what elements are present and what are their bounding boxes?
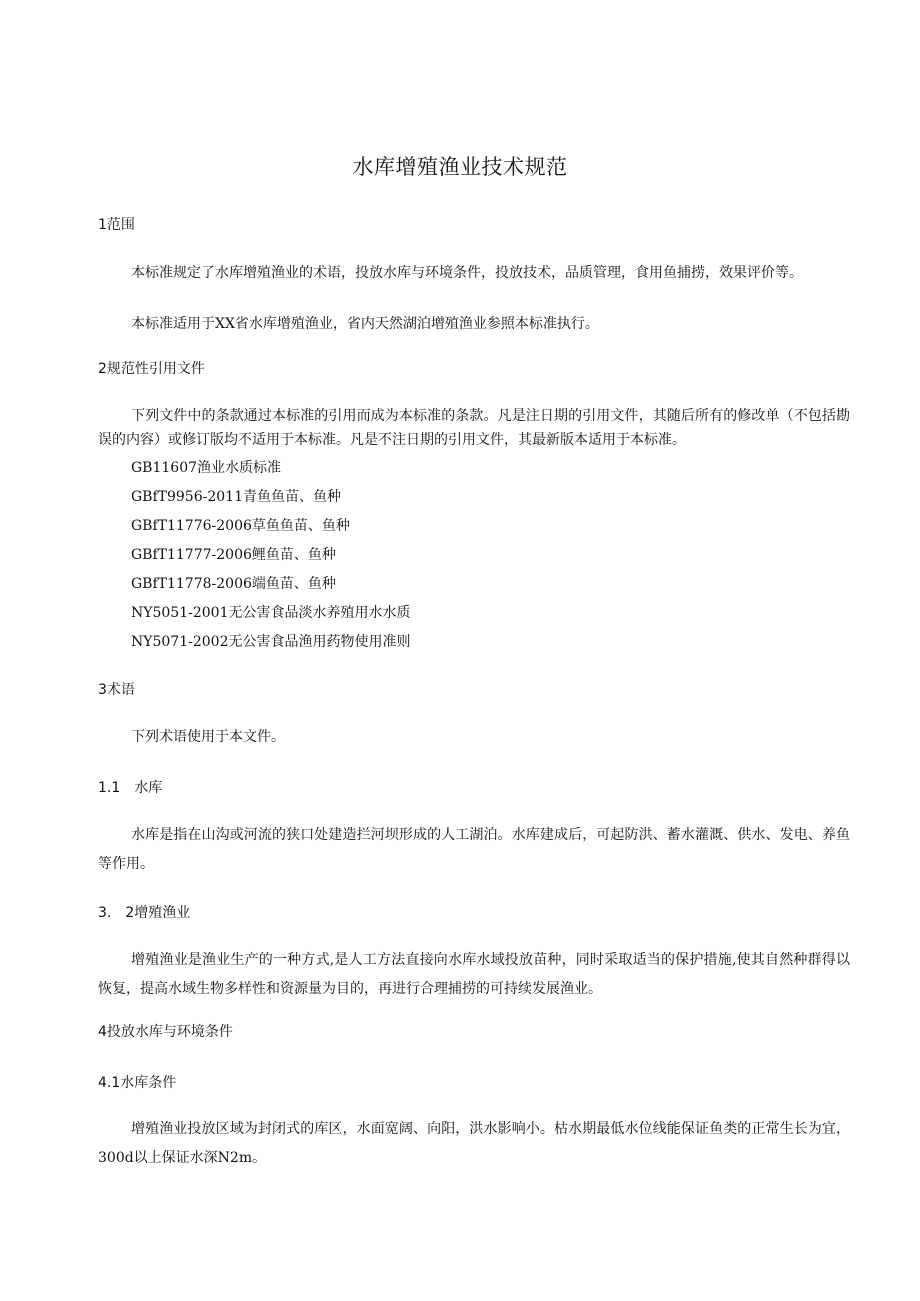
reference-item: GBfT11778-2006端鱼苗、鱼种 [131, 576, 336, 592]
term-heading-enhancement-fishery: 3. 2增殖渔业 [98, 905, 191, 921]
reference-item: GB11607渔业水质标准 [131, 460, 282, 476]
reference-item: GBfT9956-2011青鱼鱼苗、鱼种 [131, 489, 341, 505]
section-heading-terms: 3术语 [98, 682, 135, 698]
section-heading-scope: 1范围 [98, 217, 135, 233]
paragraph-references-intro: 下列文件中的条款通过本标准的引用而成为本标准的条款。凡是注日期的引用文件，其随后所有的修改单（不包括勘误的内容）或修订版均不适用于本标准。凡是不注日期的引用文件，其最新版本适用于本标准。 [98, 408, 850, 448]
reference-item: GBfT11777-2006鲤鱼苗、鱼种 [131, 547, 336, 563]
paragraph-scope-2: 本标准适用于XX省水库增殖渔业，省内天然湖泊增殖渔业参照本标准执行。 [131, 316, 599, 332]
reference-item: GBfT11776-2006草鱼鱼苗、鱼种 [131, 518, 350, 534]
paragraph-term-enhancement-fishery: 增殖渔业是渔业生产的一种方式,是人工方法直接向水库水域投放苗种，同时采取适当的保护措施,使其自然种群得以恢复，提高水域生物多样性和资源量为目的，再进行合理捕捞的可持续发展渔业。 [98, 952, 850, 997]
paragraph-term-reservoir: 水库是指在山沟或河流的狭口处建造拦河坝形成的人工湖泊。水库建成后，可起防洪、蓄水灌溉、供水、发电、养鱼等作用。 [98, 827, 850, 872]
paragraph-scope-1: 本标准规定了水库增殖渔业的术语，投放水库与环境条件，投放技术，品质管理，食用鱼捕捞，效果评价等。 [131, 265, 803, 281]
reference-item: NY5071-2002无公害食品渔用药物使用准则 [131, 634, 411, 650]
section-heading-references: 2规范性引用文件 [98, 361, 205, 377]
term-heading-reservoir: 1.1 水库 [98, 780, 163, 796]
paragraph-terms-intro: 下列术语使用于本文件。 [131, 729, 285, 745]
subsection-heading-reservoir-conditions: 4.1水库条件 [98, 1075, 177, 1091]
document-title: 水库增殖渔业技术规范 [352, 155, 568, 179]
reference-item: NY5051-2001无公害食品淡水养殖用水水质 [131, 605, 411, 621]
section-heading-environment: 4投放水库与环境条件 [98, 1024, 233, 1040]
paragraph-reservoir-conditions: 增殖渔业投放区域为封闭式的库区，水面宽阔、向阳，洪水影响小。枯水期最低水位线能保证鱼类的正常生长为宜，300d以上保证水深N2m。 [98, 1121, 850, 1166]
